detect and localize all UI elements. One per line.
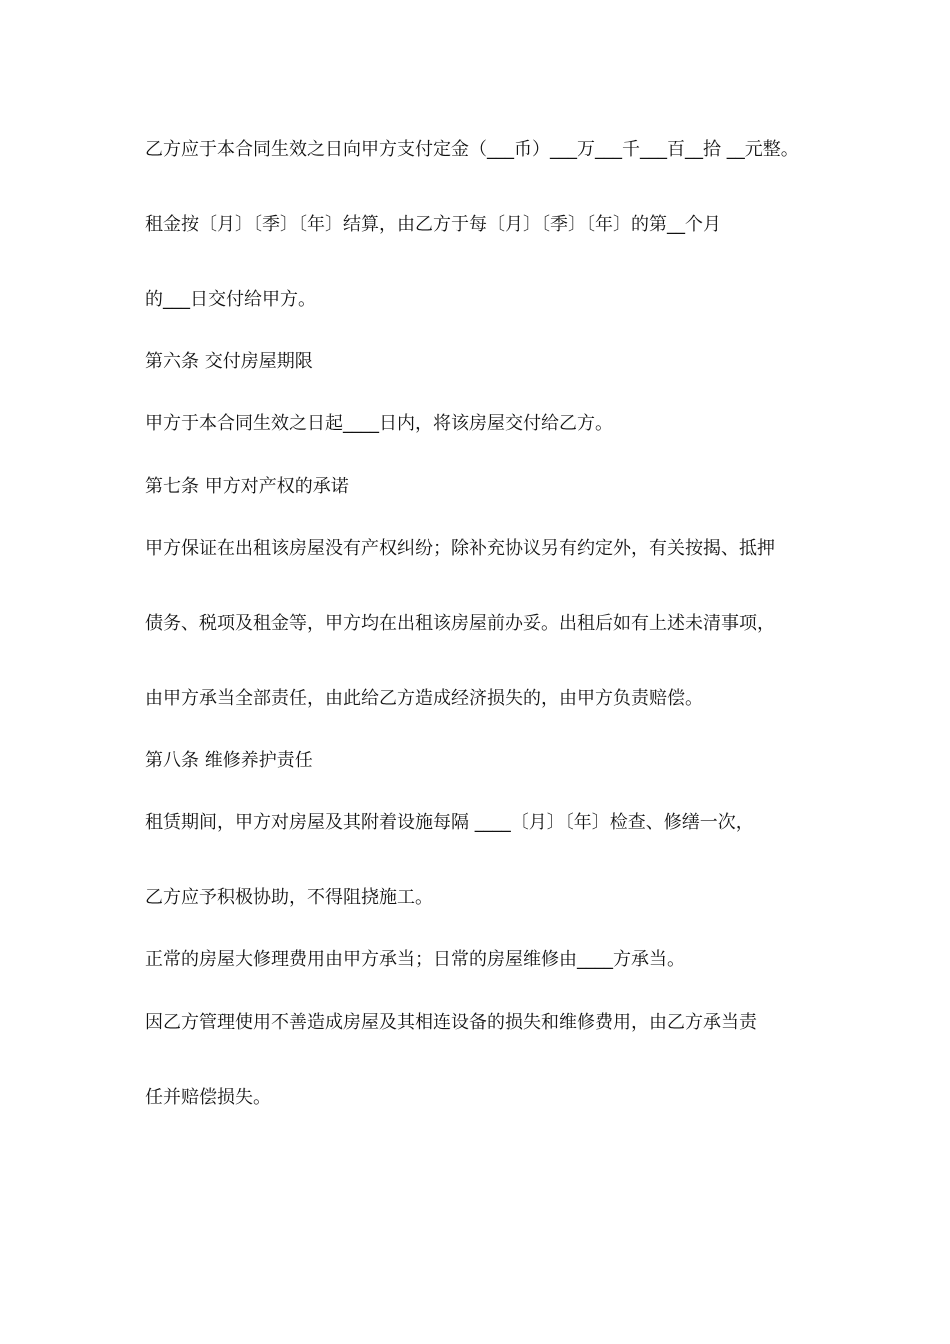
clause-rent-settlement-line-2: 的___日交付给甲方。 bbox=[145, 289, 316, 310]
article-7-text-line-3: 由甲方承当全部责任，由此给乙方造成经济损失的，由甲方负责赔偿。 bbox=[145, 688, 703, 709]
article-8-damage-text-line-1: 因乙方管理使用不善造成房屋及其相连设备的损失和维修费用，由乙方承当责 bbox=[145, 1012, 757, 1033]
article-7-heading: 第七条 甲方对产权的承诺 bbox=[145, 476, 349, 497]
article-8-damage-text-line-2: 任并赔偿损失。 bbox=[145, 1087, 271, 1108]
article-7-text-line-1: 甲方保证在出租该房屋没有产权纠纷；除补充协议另有约定外，有关按揭、抵押 bbox=[145, 538, 775, 559]
article-8-major-repair-text: 正常的房屋大修理费用由甲方承当；日常的房屋维修由____方承当。 bbox=[145, 949, 685, 970]
clause-rent-settlement-line-1: 租金按〔月〕〔季〕〔年〕结算，由乙方于每〔月〕〔季〕〔年〕的第__个月 bbox=[145, 214, 721, 235]
article-8-text-line-2: 乙方应予积极协助，不得阻挠施工。 bbox=[145, 887, 433, 908]
article-6-text: 甲方于本合同生效之日起____日内，将该房屋交付给乙方。 bbox=[145, 413, 613, 434]
clause-deposit-line: 乙方应于本合同生效之日向甲方支付定金（___币）___万___千___百__拾 __元整。 bbox=[145, 139, 799, 160]
article-6-heading: 第六条 交付房屋期限 bbox=[145, 351, 313, 372]
article-8-heading: 第八条 维修养护责任 bbox=[145, 750, 313, 771]
article-7-text-line-2: 债务、税项及租金等，甲方均在出租该房屋前办妥。出租后如有上述未清事项， bbox=[145, 613, 775, 634]
article-8-text-line-1: 租赁期间，甲方对房屋及其附着设施每隔 ____〔月〕〔年〕检查、修缮一次， bbox=[145, 812, 754, 833]
